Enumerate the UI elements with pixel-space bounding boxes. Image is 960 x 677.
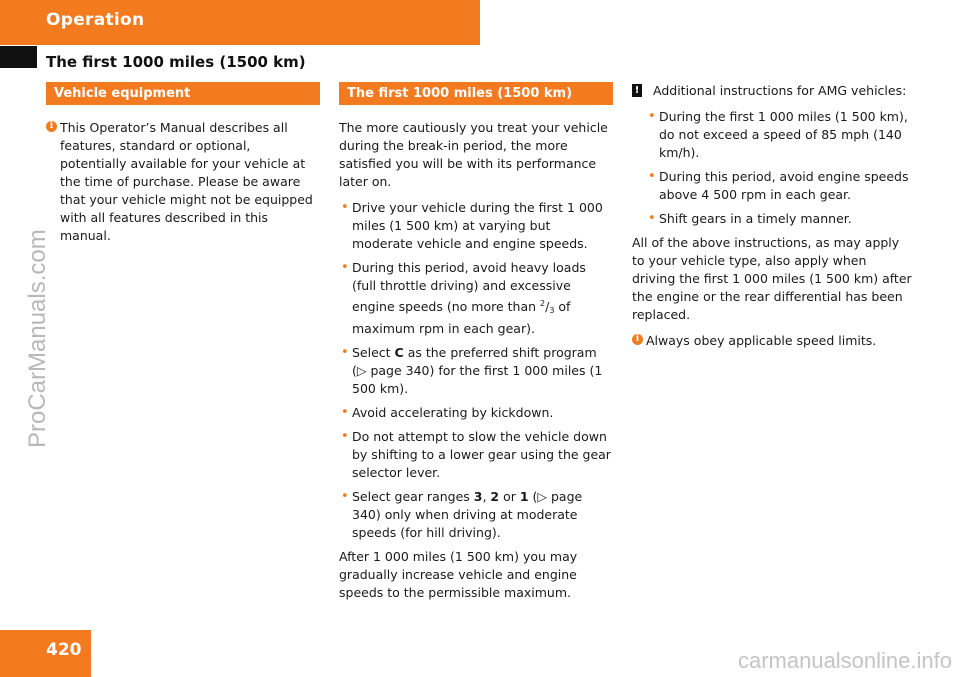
- info-note: [632, 332, 912, 350]
- info-note: [46, 119, 320, 245]
- list-item: [339, 259, 613, 338]
- list-item: • During the first 1 000 miles (1 500 km), do not exceed a speed of 85 mph (140 km/h).: [646, 108, 912, 162]
- side-watermark-text: ProCarManuals.com: [24, 229, 51, 448]
- gear-range-label: 3: [473, 489, 483, 504]
- list-item: [339, 488, 613, 542]
- fraction-denominator: 3: [549, 306, 555, 315]
- section-marker-tab: [0, 46, 37, 68]
- list-item-text: Select gear ranges: [352, 489, 474, 504]
- fraction-slash: /: [545, 299, 550, 314]
- list-item-text: During this period, avoid heavy loads (full throttle driving) and excessive engine speeds (no more than: [352, 260, 586, 314]
- heading-first-1000-miles: The first 1000 miles (1500 km): [339, 82, 613, 105]
- replacement-paragraph: All of the above instructions, as may apply to your vehicle type, also apply when driving the first 1 000 miles (1 500 km) after the engine or the rear differential has been replaced.: [632, 235, 912, 322]
- column-amg-instructions: [632, 82, 912, 358]
- outro-paragraph: After 1 000 miles (1 500 km) you may gradually increase vehicle and engine speeds to the permissible maximum.: [339, 549, 578, 600]
- shift-program-label: C: [394, 345, 404, 360]
- bottom-watermark: carmanualsonline.info: [737, 648, 952, 673]
- list-item-text: ,: [482, 489, 491, 504]
- intro-paragraph: The more cautiously you treat your vehicle during the break-in period, the more satisfied you will be with its performance later on.: [339, 120, 608, 189]
- list-item-text: Select: [352, 345, 395, 360]
- gear-range-label: 2: [490, 489, 500, 504]
- list-item: [339, 344, 613, 398]
- list-item: • Drive your vehicle during the first 1 000 miles (1 500 km) at varying but moderate vehicle and engine speeds.: [339, 199, 613, 253]
- gear-range-label: 1: [519, 489, 529, 504]
- heading-vehicle-equipment: Vehicle equipment: [46, 82, 320, 105]
- side-watermark: [24, 229, 54, 478]
- list-item: • During this period, avoid engine speeds above 4 500 rpm in each gear.: [646, 168, 912, 204]
- list-item-text: or: [499, 489, 520, 504]
- info-note-text: This Operator’s Manual describes all features, standard or optional, potentially available for your vehicle at the time of purchase. Please be aware that your vehicle might not be equipped with all features described in this manual.: [60, 120, 313, 243]
- list-item-text: as the preferred shift program (▷ page 340) for the first 1 000 miles (1 500 km).: [352, 345, 603, 396]
- info-icon: i: [632, 334, 643, 345]
- info-icon: i: [46, 121, 57, 132]
- warning-note: [632, 82, 912, 100]
- list-item: • Do not attempt to slow the vehicle down by shifting to a lower gear using the gear selector lever.: [339, 428, 613, 482]
- list-item: • Shift gears in a timely manner.: [646, 210, 912, 228]
- warning-note-text: Additional instructions for AMG vehicles:: [653, 83, 907, 98]
- page-number: 420: [46, 640, 82, 660]
- warning-icon: !: [632, 84, 642, 97]
- list-item-text: of maximum rpm in each gear).: [352, 299, 571, 336]
- list-item: • Avoid accelerating by kickdown.: [339, 404, 613, 422]
- break-in-list: [339, 199, 613, 542]
- fraction-numerator: 2: [540, 299, 546, 308]
- amg-list: [632, 108, 912, 228]
- info-note-text: Always obey applicable speed limits.: [646, 333, 877, 348]
- column-first-1000-miles: [339, 82, 613, 610]
- section-title: The first 1000 miles (1500 km): [46, 53, 306, 71]
- chapter-title: Operation: [46, 10, 145, 30]
- column-vehicle-equipment: [46, 82, 320, 253]
- list-item-text: (▷ page 340) only when driving at moderate speeds (for hill driving).: [352, 489, 583, 540]
